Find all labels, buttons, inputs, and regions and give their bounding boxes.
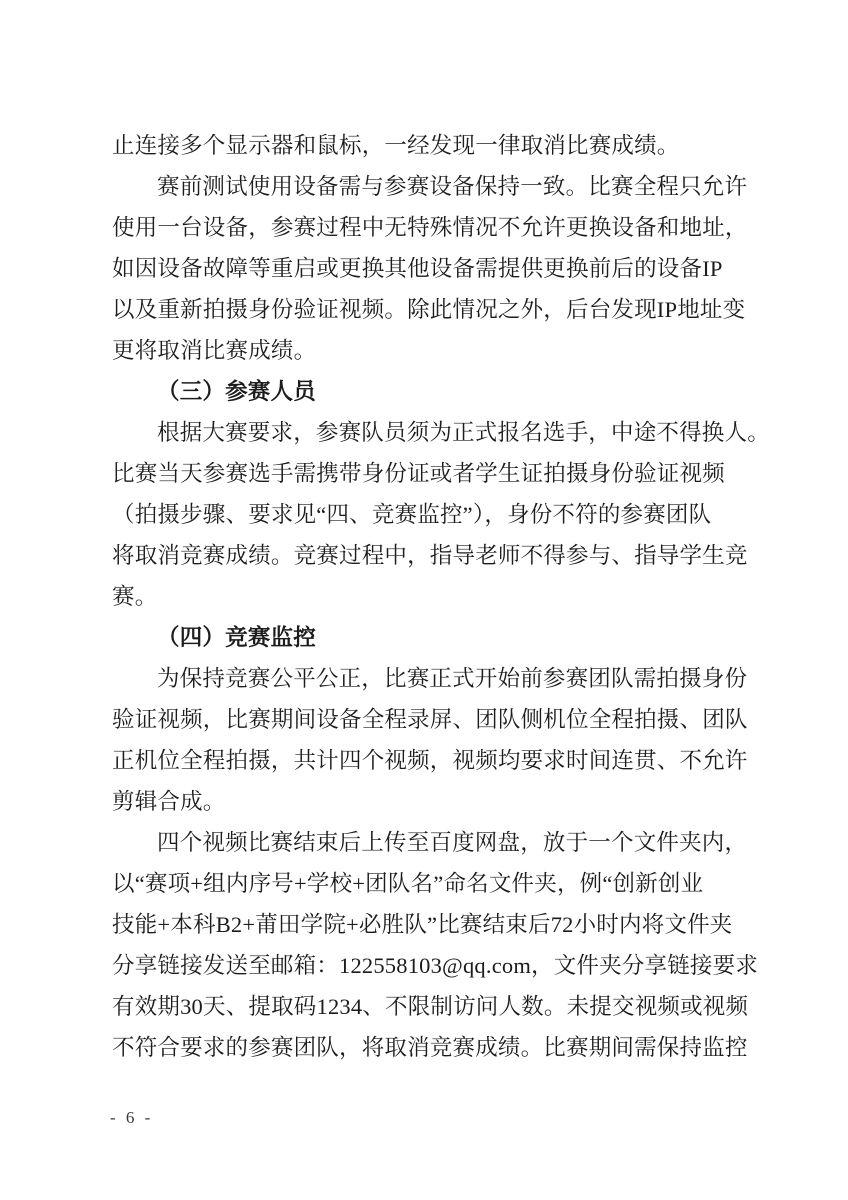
text-line: 使用一台设备，参赛过程中无特殊情况不允许更换设备和地址，: [112, 215, 748, 240]
section-heading-3: （三）参赛人员: [157, 379, 316, 404]
text-line: 根据大赛要求，参赛队员须为正式报名选手，中途不得换人。: [157, 420, 770, 445]
text-line-with-email: 分享链接发送至邮箱：122558103@qq.com，文件夹分享链接要求: [112, 953, 759, 978]
section-heading-4: （四）竞赛监控: [157, 625, 316, 650]
text-line: 技能+本科B2+莆田学院+必胜队”比赛结束后72小时内将文件夹: [112, 912, 733, 937]
text-line: 赛。: [112, 584, 158, 609]
text-line: 有效期30天、提取码1234、不限制访问人数。未提交视频或视频: [112, 994, 749, 1019]
text-line: 赛前测试使用设备需与参赛设备保持一致。比赛全程只允许: [157, 174, 748, 199]
text-line: 验证视频，比赛期间设备全程录屏、团队侧机位全程拍摄、团队: [112, 707, 748, 732]
text-line: 如因设备故障等重启或更换其他设备需提供更换前后的设备IP: [112, 256, 723, 281]
text-line: 不符合要求的参赛团队，将取消竞赛成绩。比赛期间需保持监控: [112, 1035, 748, 1060]
text-line: 以及重新拍摄身份验证视频。除此情况之外，后台发现IP地址变: [112, 297, 746, 322]
text-line: 剪辑合成。: [112, 789, 226, 814]
text-line: 正机位全程拍摄，共计四个视频，视频均要求时间连贯、不允许: [112, 748, 748, 773]
page-number: - 6 -: [110, 1108, 154, 1127]
text-line: 止连接多个显示器和鼠标，一经发现一律取消比赛成绩。: [112, 133, 680, 158]
text-line: 将取消竞赛成绩。竞赛过程中，指导老师不得参与、指导学生竞: [112, 543, 748, 568]
text-line: 以“赛项+组内序号+学校+团队名”命名文件夹，例“创新创业: [112, 871, 704, 896]
text-line: （拍摄步骤、要求见“四、竞赛监控”），身份不符的参赛团队: [112, 502, 712, 527]
text-line: 四个视频比赛结束后上传至百度网盘，放于一个文件夹内，: [157, 830, 748, 855]
text-line: 为保持竞赛公平公正，比赛正式开始前参赛团队需拍摄身份: [157, 666, 748, 691]
document-body: [112, 125, 770, 1068]
text-line: 更将取消比赛成绩。: [112, 338, 317, 363]
text-line: 比赛当天参赛选手需携带身份证或者学生证拍摄身份验证视频: [112, 461, 725, 486]
